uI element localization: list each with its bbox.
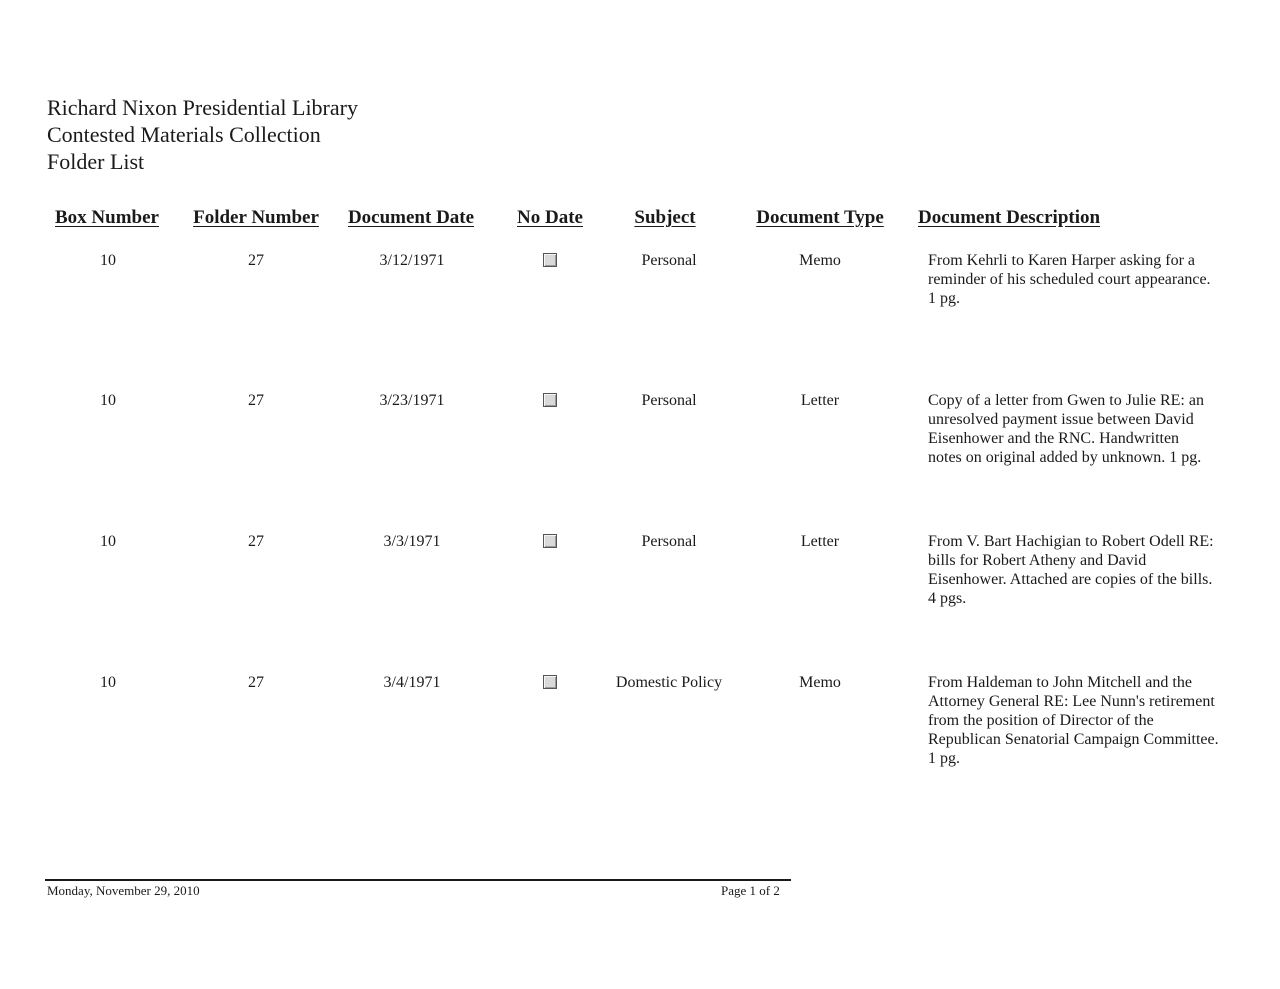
column-header-folder-number: Folder Number <box>193 207 319 228</box>
table-row <box>0 251 1280 381</box>
column-header-document-type: Document Type <box>756 207 884 228</box>
table-row <box>0 673 1280 803</box>
document-type-cell: Memo <box>799 674 841 691</box>
document-date-cell: 3/3/1971 <box>383 533 441 550</box>
document-description-cell: From Haldeman to John Mitchell and the Attorney General RE: Lee Nunn's retirement from the position of Director of the Republican Senatorial Campaign Committee. 1 pg. <box>928 674 1219 767</box>
column-header-subject: Subject <box>634 207 696 228</box>
folder-number-cell: 27 <box>248 674 264 691</box>
no-date-checkbox <box>543 253 557 267</box>
box-number-cell: 10 <box>100 392 116 409</box>
column-header-no-date: No Date <box>517 207 583 228</box>
footer-divider <box>45 879 791 881</box>
folder-number-cell: 27 <box>248 392 264 409</box>
folder-number-cell: 27 <box>248 252 264 269</box>
subject-cell: Personal <box>641 252 697 269</box>
folder-number-cell: 27 <box>248 533 264 550</box>
library-name: Richard Nixon Presidential Library <box>47 95 358 120</box>
subject-cell: Personal <box>641 392 697 409</box>
no-date-checkbox <box>543 534 557 548</box>
document-type-cell: Letter <box>800 392 840 409</box>
footer-page-number: Page 1 of 2 <box>721 883 780 898</box>
box-number-cell: 10 <box>100 252 116 269</box>
subject-cell: Personal <box>641 533 697 550</box>
document-date-cell: 3/12/1971 <box>379 252 445 269</box>
document-header <box>47 94 358 175</box>
document-date-cell: 3/4/1971 <box>383 674 441 691</box>
column-header-document-description: Document Description <box>918 207 1101 228</box>
document-type-cell: Letter <box>800 533 840 550</box>
table-row <box>0 532 1280 662</box>
document-description-cell: From V. Bart Hachigian to Robert Odell RE: bills for Robert Atheny and David Eisenhower. Attached are copies of the bills. 4 pgs. <box>928 533 1214 607</box>
subject-cell: Domestic Policy <box>615 674 723 691</box>
no-date-checkbox <box>543 393 557 407</box>
footer-date: Monday, November 29, 2010 <box>47 883 200 898</box>
box-number-cell: 10 <box>100 533 116 550</box>
document-description-cell: Copy of a letter from Gwen to Julie RE: an unresolved payment issue between David Eisenhower and the RNC. Handwritten notes on original added by unknown. 1 pg. <box>928 392 1204 466</box>
no-date-checkbox <box>543 675 557 689</box>
collection-name: Contested Materials Collection <box>47 122 321 147</box>
column-header-box-number: Box Number <box>55 207 159 228</box>
document-date-cell: 3/23/1971 <box>379 392 445 409</box>
column-header-document-date: Document Date <box>347 207 475 228</box>
document-description-cell: From Kehrli to Karen Harper asking for a reminder of his scheduled court appearance. 1 pg. <box>928 252 1211 307</box>
document-type-cell: Memo <box>799 252 841 269</box>
table-row <box>0 391 1280 521</box>
list-title: Folder List <box>47 149 145 174</box>
box-number-cell: 10 <box>100 674 116 691</box>
